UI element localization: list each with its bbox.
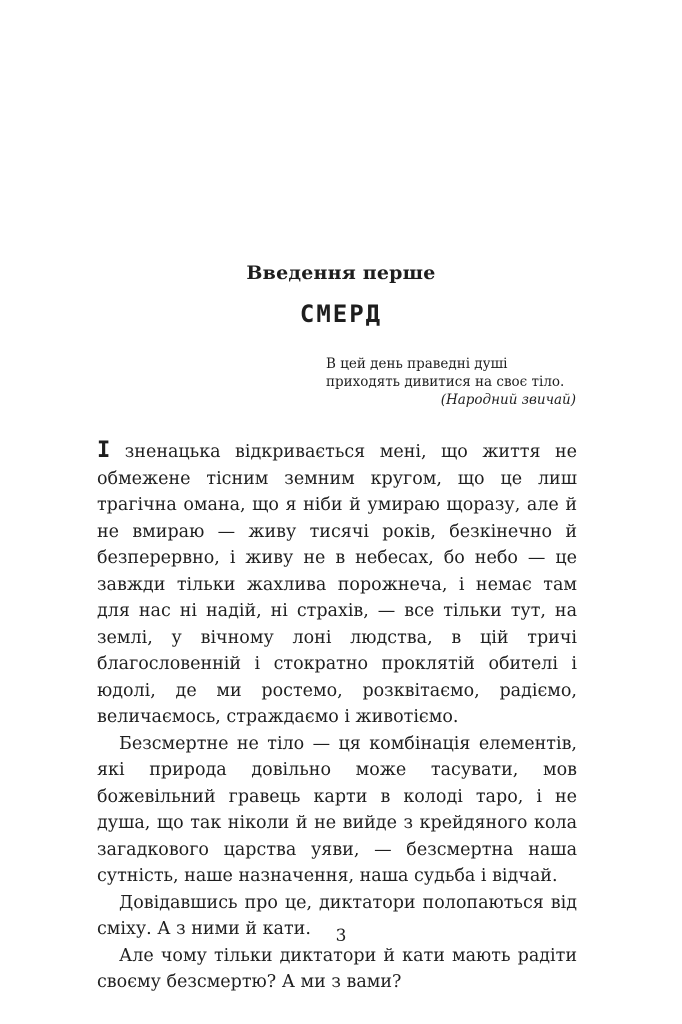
paragraph: Безсмертне не тіло — ця комбінація елементів, які природа довільно може тасувати, мов божевільний гравець карти в колоді таро, і не душа, що так ніколи й не вийде з крейдяного кола загадкового царства уяви, — безсмертна наша сутність, наше назначення, наша судьба і відчай. — [97, 733, 577, 886]
page-number: 3 — [335, 926, 347, 946]
paragraph-text: зненацька відкривається мені, що життя не обмежене тісним земним кругом, що це лиш трагічна омана, що я ніби й умираю щоразу, але й не вмираю — живу тисячі років, безкінечно й безперервно, і живу не в небесах, бо небо — це завжди тільки жахлива порожнеча, і немає там для нас ні надій, ні страхів, — все тільки тут, на землі, у вічному лоні людства, в цій тричі благословенній і стократно проклятій обителі і юдолі, де ми ростемо, розквітаємо, радіємо, величаємось, страждаємо і животіємо. — [97, 442, 577, 727]
paragraph: Але чому тільки диктатори й кати мають радіти своєму безсмертю? А ми з вами? — [97, 945, 577, 992]
epigraph — [326, 355, 576, 409]
body-text — [97, 438, 577, 996]
epigraph-source: (Народний звичай) — [440, 392, 576, 408]
epigraph-text: В цей день праведні душі приходять дивитися на своє тіло. — [326, 356, 565, 390]
paragraph — [97, 438, 577, 731]
chapter-title: СМЕРД — [299, 300, 383, 328]
paragraph: Довідавшись про це, диктатори полопаються від сміху. А з ними й кати. — [97, 892, 577, 939]
chapter-heading: Введення перше — [246, 262, 436, 284]
drop-cap: І — [97, 438, 111, 463]
